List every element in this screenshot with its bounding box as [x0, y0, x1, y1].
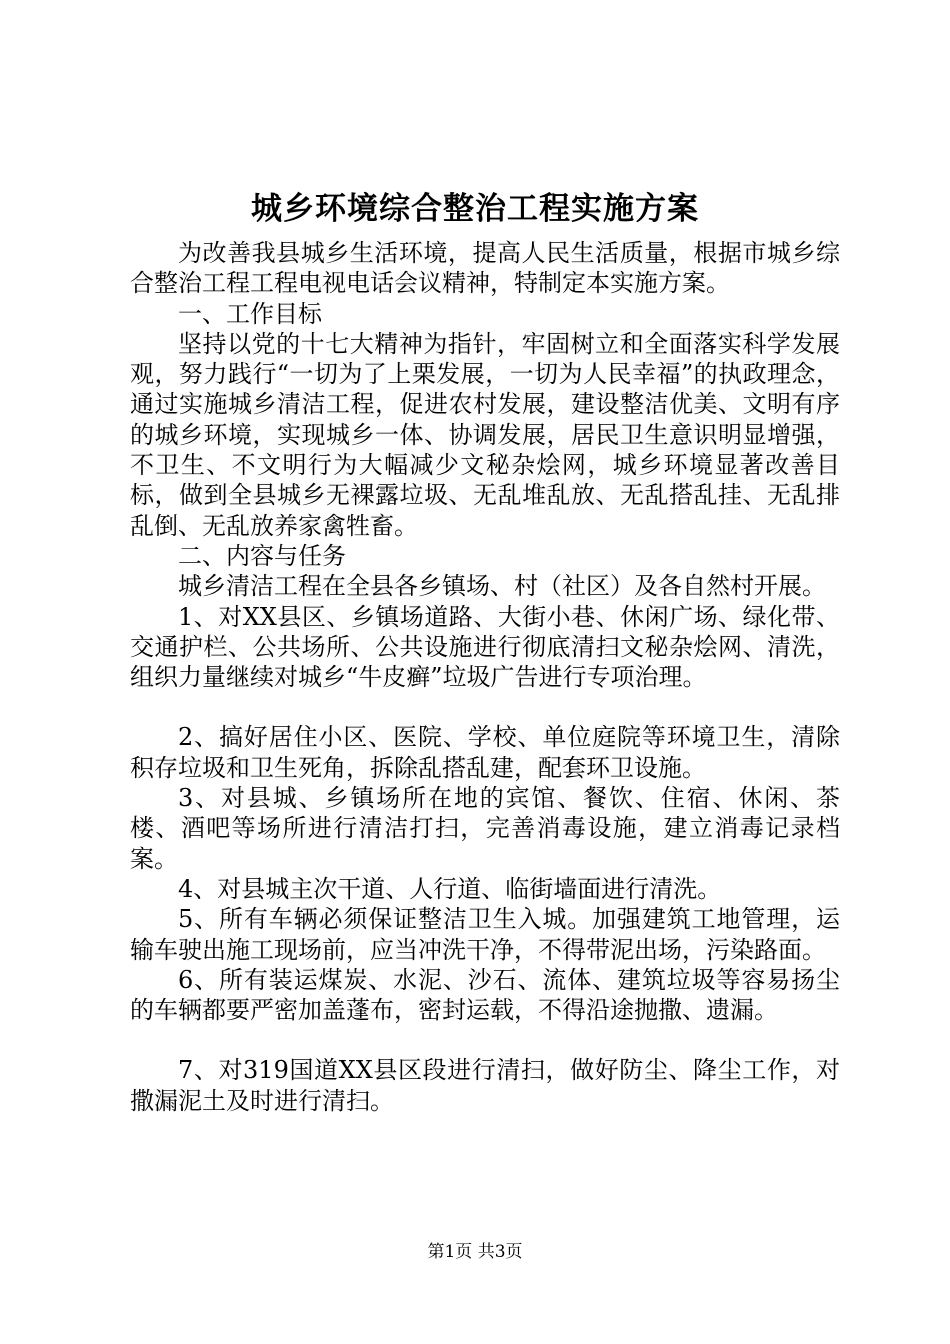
task-item-7: 7、对319国道XX县区段进行清扫，做好防尘、降尘工作，对撒漏泥土及时进行清扫。	[130, 1056, 840, 1115]
task-item-5: 5、所有车辆必须保证整洁卫生入城。加强建筑工地管理，运输车驶出施工现场前，应当冲洗干净，不得带泥出场，污染路面。	[130, 905, 840, 964]
paragraph-gap	[130, 1025, 840, 1055]
goals-paragraph: 坚持以党的十七大精神为指针，牢固树立和全面落实科学发展观，努力践行“一切为了上栗发展，一切为人民幸福”的执政理念，通过实施城乡清洁工程，促进农村发展，建设整洁优美、文明有序的城乡环境，实现城乡一体、协调发展，居民卫生意识明显增强，不卫生、不文明行为大幅减少文秘杂烩网，城乡环境显著改善目标，做到全县城乡无裸露垃圾、无乱堆乱放、无乱搭乱挂、无乱排乱倒、无乱放养家禽牲畜。	[130, 329, 840, 540]
task-item-3: 3、对县城、乡镇场所在地的宾馆、餐饮、住宿、休闲、茶楼、酒吧等场所进行清洁打扫，完善消毒设施，建立消毒记录档案。	[130, 784, 840, 873]
task-item-6: 6、所有装运煤炭、水泥、沙石、流体、建筑垃圾等容易扬尘的车辆都要严密加盖蓬布，密封运载，不得沿途抛撒、遗漏。	[130, 965, 840, 1025]
task-item-4: 4、对县城主次干道、人行道、临街墙面进行清洗。	[178, 874, 722, 903]
paragraph-gap	[130, 692, 840, 722]
scope-paragraph: 城乡清洁工程在全县各乡镇场、村（社区）及各自然村开展。	[178, 572, 826, 601]
section-heading-goals: 一、工作目标	[178, 299, 322, 328]
document-title: 城乡环境综合整治工程实施方案	[251, 191, 699, 227]
page-number-footer: 第1页 共3页	[427, 1242, 523, 1262]
document-body	[130, 238, 840, 1116]
section-heading-tasks: 二、内容与任务	[178, 541, 346, 570]
intro-paragraph: 为改善我县城乡生活环境，提高人民生活质量，根据市城乡综合整治工程工程电视电话会议精神，特制定本实施方案。	[130, 239, 840, 298]
task-item-2: 2、搞好居住小区、医院、学校、单位庭院等环境卫生，清除积存垃圾和卫生死角，拆除乱搭乱建，配套环卫设施。	[130, 723, 840, 782]
task-item-1: 1、对XX县区、乡镇场道路、大街小巷、休闲广场、绿化带、交通护栏、公共场所、公共设施进行彻底清扫文秘杂烩网、清洗，组织力量继续对城乡“牛皮癣”垃圾广告进行专项治理。	[130, 602, 840, 692]
